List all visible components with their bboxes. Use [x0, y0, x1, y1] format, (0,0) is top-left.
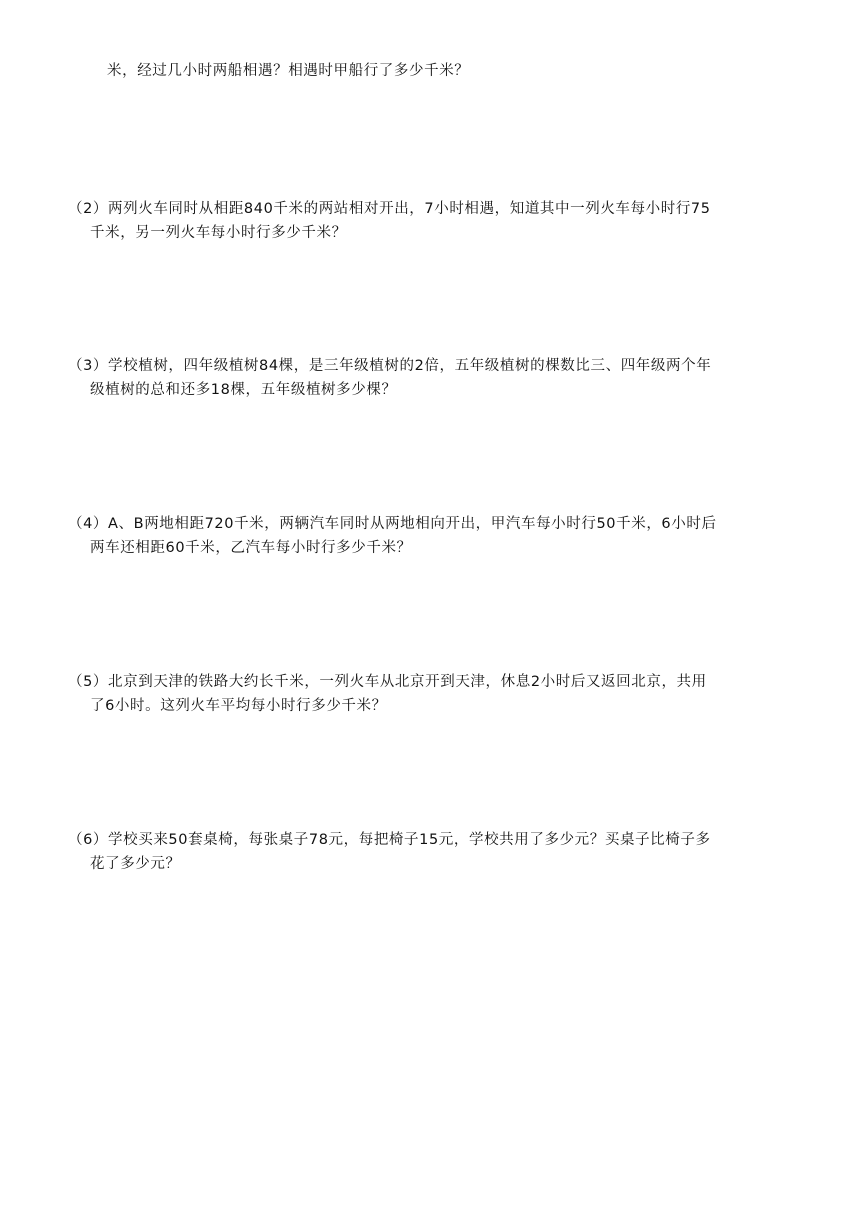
problem-5-line-2: 了6小时。这列火车平均每小时行多少千米？ [90, 698, 387, 714]
problem-4-line-1: （4）A、B两地相距720千米，两辆汽车同时从两地相向开出，甲汽车每小时行50千米，6小时后 [68, 516, 717, 532]
problem-2-line-1: （2）两列火车同时从相距840千米的两站相对开出，7小时相遇，知道其中一列火车每小时行75 [68, 201, 711, 217]
problem-1-line-1: 米，经过几小时两船相遇？相遇时甲船行了多少千米？ [107, 63, 470, 79]
problem-2-line-2: 千米，另一列火车每小时行多少千米？ [90, 225, 347, 241]
problem-6-line-2: 花了多少元？ [90, 856, 181, 872]
problem-4-line-2: 两车还相距60千米，乙汽车每小时行多少千米？ [90, 540, 412, 556]
problem-5-line-1: （5）北京到天津的铁路大约长千米，一列火车从北京开到天津，休息2小时后又返回北京，共用 [68, 674, 707, 690]
problem-3-line-2: 级植树的总和还多18棵，五年级植树多少棵？ [90, 382, 397, 398]
problem-3-line-1: （3）学校植树，四年级植树84棵，是三年级植树的2倍，五年级植树的棵数比三、四年级两个年 [68, 358, 712, 374]
problem-6-line-1: （6）学校买来50套桌椅，每张桌子78元，每把椅子15元，学校共用了多少元？买桌子比椅子多 [68, 832, 711, 848]
